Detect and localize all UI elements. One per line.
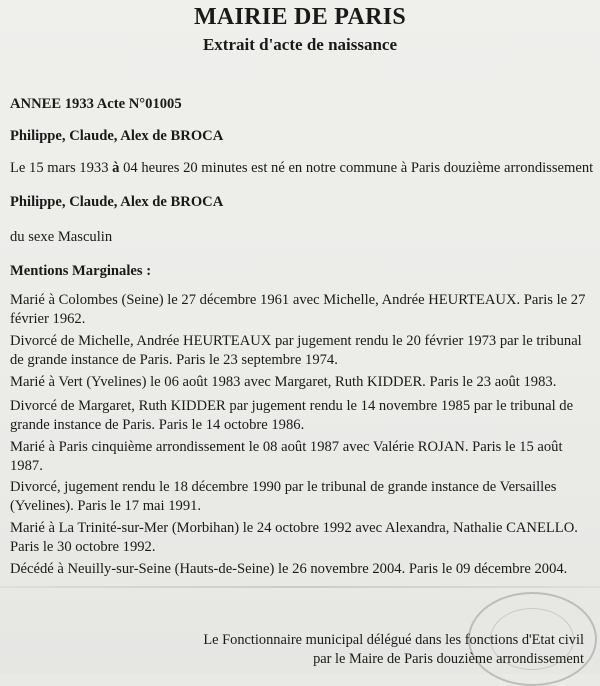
mention-item	[10, 478, 595, 516]
birth-statement	[10, 159, 594, 178]
birth-statement-a: à	[112, 160, 120, 176]
mention-line: Divorcé de Margaret, Ruth KIDDER par jugement rendu le 14 novembre 1985 par le tribunal de	[10, 398, 574, 414]
mention-line: février 1962.	[10, 311, 86, 327]
mention-line: Divorcé, jugement rendu le 18 décembre 1990 par le tribunal de grande instance de Versailles	[10, 479, 557, 495]
act-year-line: ANNEE 1933 Acte N°01005	[10, 96, 182, 112]
document-title: MAIRIE DE PARIS	[193, 4, 407, 30]
signature-line-1: Le Fonctionnaire municipal délégué dans les fonctions d'Etat civil	[203, 632, 584, 648]
person-name: Philippe, Claude, Alex de BROCA	[10, 128, 224, 144]
mention-item	[10, 519, 595, 557]
mention-item	[10, 291, 595, 329]
mention-line: Marié à Paris cinquième arrondissement le 08 août 1987 avec Valérie ROJAN. Paris le 15 août	[10, 439, 563, 455]
mention-item	[10, 373, 595, 392]
mention-item	[10, 397, 595, 435]
signature-line-2: par le Maire de Paris douzième arrondissement	[313, 651, 584, 667]
mention-item	[10, 332, 595, 370]
mention-line: Marié à La Trinité-sur-Mer (Morbihan) le 24 octobre 1992 avec Alexandra, Nathalie CANELLO.	[10, 520, 578, 536]
sex-statement: du sexe Masculin	[10, 229, 113, 245]
mention-item	[10, 560, 595, 579]
mentions-heading: Mentions Marginales :	[10, 263, 152, 279]
mention-line: (Yvelines). Paris le 17 mai 1991.	[10, 498, 202, 514]
mention-line: Paris le 30 octobre 1992.	[10, 539, 156, 555]
mention-line: grande instance de Paris. Paris le 14 octobre 1986.	[10, 417, 305, 433]
person-name-repeat: Philippe, Claude, Alex de BROCA	[10, 194, 224, 210]
mention-line: Marié à Vert (Yvelines) le 06 août 1983 avec Margaret, Ruth KIDDER. Paris le 23 août 1983.	[10, 374, 557, 390]
paper-fold	[0, 586, 600, 588]
mention-line: de grande instance de Paris. Paris le 23 septembre 1974.	[10, 352, 338, 368]
birth-statement-post: 04 heures 20 minutes est né en notre commune à Paris douzième arrondissement	[119, 160, 594, 176]
mention-line: Décédé à Neuilly-sur-Seine (Hauts-de-Seine) le 26 novembre 2004. Paris le 09 décembre 2004.	[10, 561, 568, 577]
birth-statement-pre: Le 15 mars 1933	[10, 160, 113, 176]
mention-item	[10, 438, 595, 476]
mention-line: 1987.	[10, 458, 43, 474]
mention-line: Divorcé de Michelle, Andrée HEURTEAUX par jugement rendu le 20 février 1973 par le tribunal	[10, 333, 582, 349]
document-subtitle: Extrait d'acte de naissance	[202, 35, 398, 54]
mention-line: Marié à Colombes (Seine) le 27 décembre 1961 avec Michelle, Andrée HEURTEAUX. Paris le 27	[10, 292, 586, 308]
